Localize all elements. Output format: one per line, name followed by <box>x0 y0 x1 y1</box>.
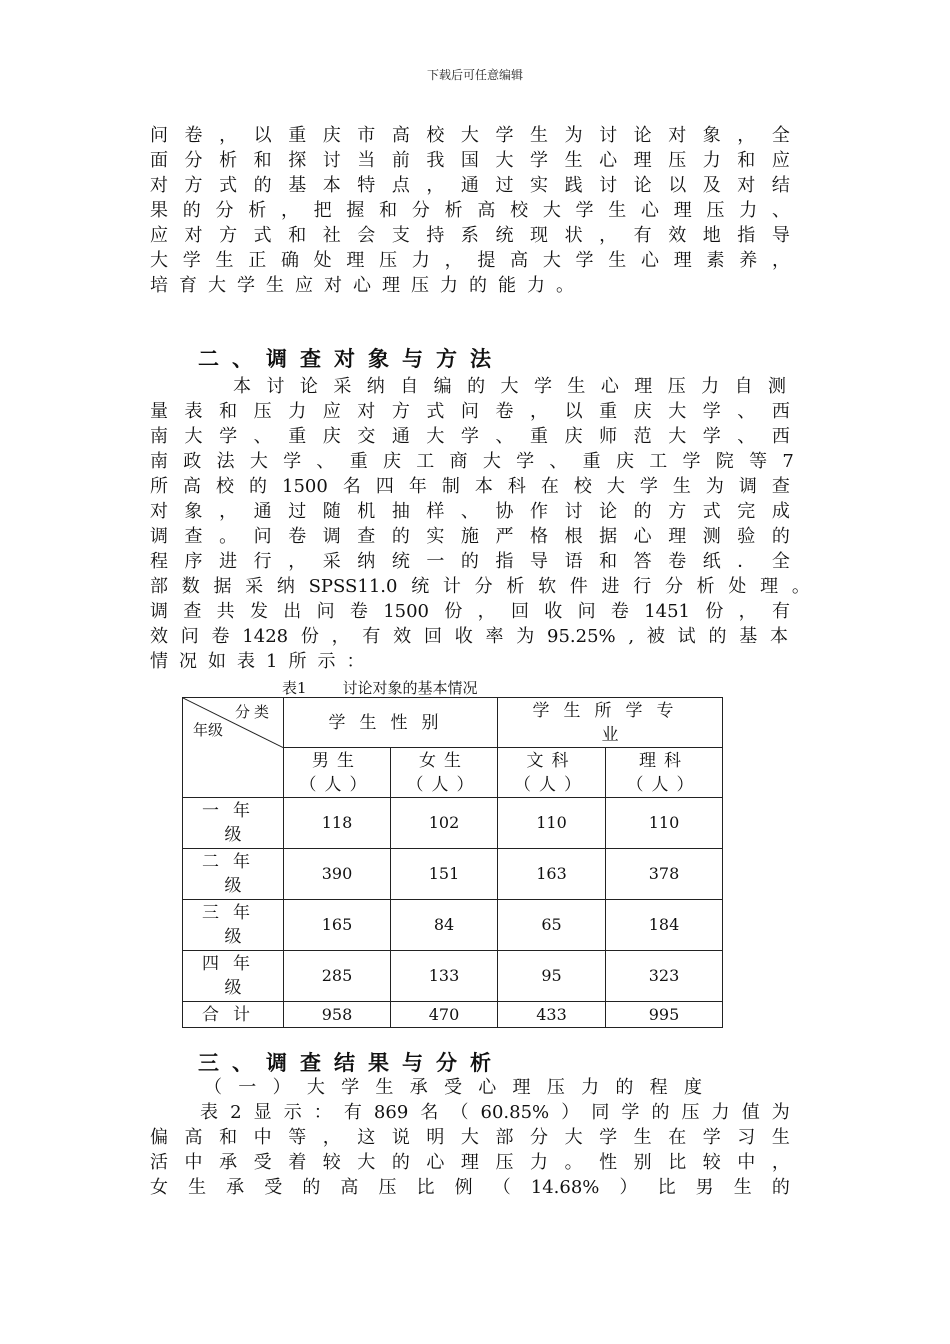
col-header-arts: 文科 （人） <box>498 748 606 798</box>
cell-value: 163 <box>498 849 606 900</box>
text-line: 本 讨 论 采 纳 自 编 的 大 学 生 心 理 压 力 自 测 <box>233 376 786 397</box>
cell-value: 118 <box>284 798 391 849</box>
corner-label-grade: 年级 <box>193 721 224 739</box>
text-line: 部 数 据 采 纳 SPSS11.0 统 计 分 析 软 件 进 行 分 析 处 理 。 <box>150 576 810 597</box>
table-caption-title: 讨论对象的基本情况 <box>342 679 478 697</box>
text-line: 效 问 卷 1428 份 ， 有 效 回 收 率 为 95.25% , 被 试 的 基 本 <box>150 626 788 647</box>
cell-total: 958 <box>284 1002 391 1028</box>
text-line: 调 查 。 问 卷 调 查 的 实 施 严 格 根 据 心 理 测 验 的 <box>150 526 790 547</box>
text-line: 女 生 承 受 的 高 压 比 例 （ 14.68% ） 比 男 生 的 <box>150 1177 790 1198</box>
text-line: 所 高 校 的 1500 名 四 年 制 本 科 在 校 大 学 生 为 调 查 <box>150 476 790 497</box>
cell-value: 151 <box>391 849 498 900</box>
cell-value: 165 <box>284 900 391 951</box>
cell-value: 133 <box>391 951 498 1002</box>
cell-value: 390 <box>284 849 391 900</box>
cell-value: 65 <box>498 900 606 951</box>
header-gender-group: 学生性别 <box>284 698 498 748</box>
cell-value: 110 <box>606 798 723 849</box>
text-line: 偏 高 和 中 等 ， 这 说 明 大 部 分 大 学 生 在 学 习 生 <box>150 1127 790 1148</box>
table-row <box>183 798 723 849</box>
cell-total: 995 <box>606 1002 723 1028</box>
subject-info-table <box>182 697 723 1028</box>
row-label: 一年 级 <box>183 798 284 849</box>
cell-total: 433 <box>498 1002 606 1028</box>
table-total-row <box>183 1002 723 1028</box>
text-line: 大 学 生 正 确 处 理 压 力 ， 提 高 大 学 生 心 理 素 养 ， <box>150 250 790 271</box>
cell-value: 102 <box>391 798 498 849</box>
text-line: 程 序 进 行 ， 采 纳 统 一 的 指 导 语 和 答 卷 纸 ． 全 <box>150 551 790 572</box>
cell-value: 378 <box>606 849 723 900</box>
text-line: 面 分 析 和 探 讨 当 前 我 国 大 学 生 心 理 压 力 和 应 <box>150 150 790 171</box>
header-major-line1: 学生所学专 <box>532 700 688 721</box>
row-label: 四年 级 <box>183 951 284 1002</box>
text-line: 应 对 方 式 和 社 会 支 持 系 统 现 状 ， 有 效 地 指 导 <box>150 225 790 246</box>
text-line: 南 大 学 、 重 庆 交 通 大 学 、 重 庆 师 范 大 学 、 西 <box>150 426 790 447</box>
text-line: 表 2 显 示 ： 有 869 名 （ 60.85% ） 同 学 的 压 力 值 为 <box>200 1102 790 1123</box>
text-line: 对 方 式 的 基 本 特 点 ， 通 过 实 践 讨 论 以 及 对 结 <box>150 175 790 196</box>
cell-value: 285 <box>284 951 391 1002</box>
text-line: （ 一 ） 大 学 生 承 受 心 理 压 力 的 程 度 <box>204 1077 702 1098</box>
table-corner-cell <box>183 698 284 798</box>
col-header-male: 男生 （人） <box>284 748 391 798</box>
page-header: 下载后可任意编辑 <box>426 68 523 82</box>
row-label: 三年 级 <box>183 900 284 951</box>
text-line: 活 中 承 受 着 较 大 的 心 理 压 力 。 性 别 比 较 中 ， <box>150 1152 790 1173</box>
text-line: 情 况 如 表 1 所 示 ： <box>150 651 365 672</box>
col-header-female: 女生 （人） <box>391 748 498 798</box>
section-heading-2: 二、调查对象与方法 <box>198 346 504 371</box>
cell-value: 84 <box>391 900 498 951</box>
header-major-group <box>498 698 723 748</box>
table-row <box>183 849 723 900</box>
cell-value: 184 <box>606 900 723 951</box>
text-line: 培 育 大 学 生 应 对 心 理 压 力 的 能 力 。 <box>150 275 574 296</box>
text-line: 问 卷 ， 以 重 庆 市 高 校 大 学 生 为 讨 论 对 象 ， 全 <box>150 125 790 146</box>
text-line: 调 查 共 发 出 问 卷 1500 份 ， 回 收 问 卷 1451 份 ， 有 <box>150 601 790 622</box>
table-caption <box>282 677 478 698</box>
col-header-science: 理科 （人） <box>606 748 723 798</box>
section-heading-3: 三、调查结果与分析 <box>198 1050 504 1075</box>
table-caption-number: 表1 <box>282 679 307 697</box>
cell-value: 110 <box>498 798 606 849</box>
row-label: 二年 级 <box>183 849 284 900</box>
cell-value: 95 <box>498 951 606 1002</box>
header-major-line2: 业 <box>601 724 619 745</box>
table-row <box>183 900 723 951</box>
text-line: 量 表 和 压 力 应 对 方 式 问 卷 ， 以 重 庆 大 学 、 西 <box>150 401 790 422</box>
text-line: 对 象 ， 通 过 随 机 抽 样 、 协 作 讨 论 的 方 式 完 成 <box>150 501 790 522</box>
text-line: 南 政 法 大 学 、 重 庆 工 商 大 学 、 重 庆 工 学 院 等 7 <box>150 451 794 472</box>
row-label-total: 合计 <box>183 1002 284 1028</box>
table-row <box>183 951 723 1002</box>
cell-value: 323 <box>606 951 723 1002</box>
text-line: 果 的 分 析 ， 把 握 和 分 析 高 校 大 学 生 心 理 压 力 、 <box>150 200 790 221</box>
corner-label-category: 分类 <box>234 703 273 721</box>
cell-total: 470 <box>391 1002 498 1028</box>
